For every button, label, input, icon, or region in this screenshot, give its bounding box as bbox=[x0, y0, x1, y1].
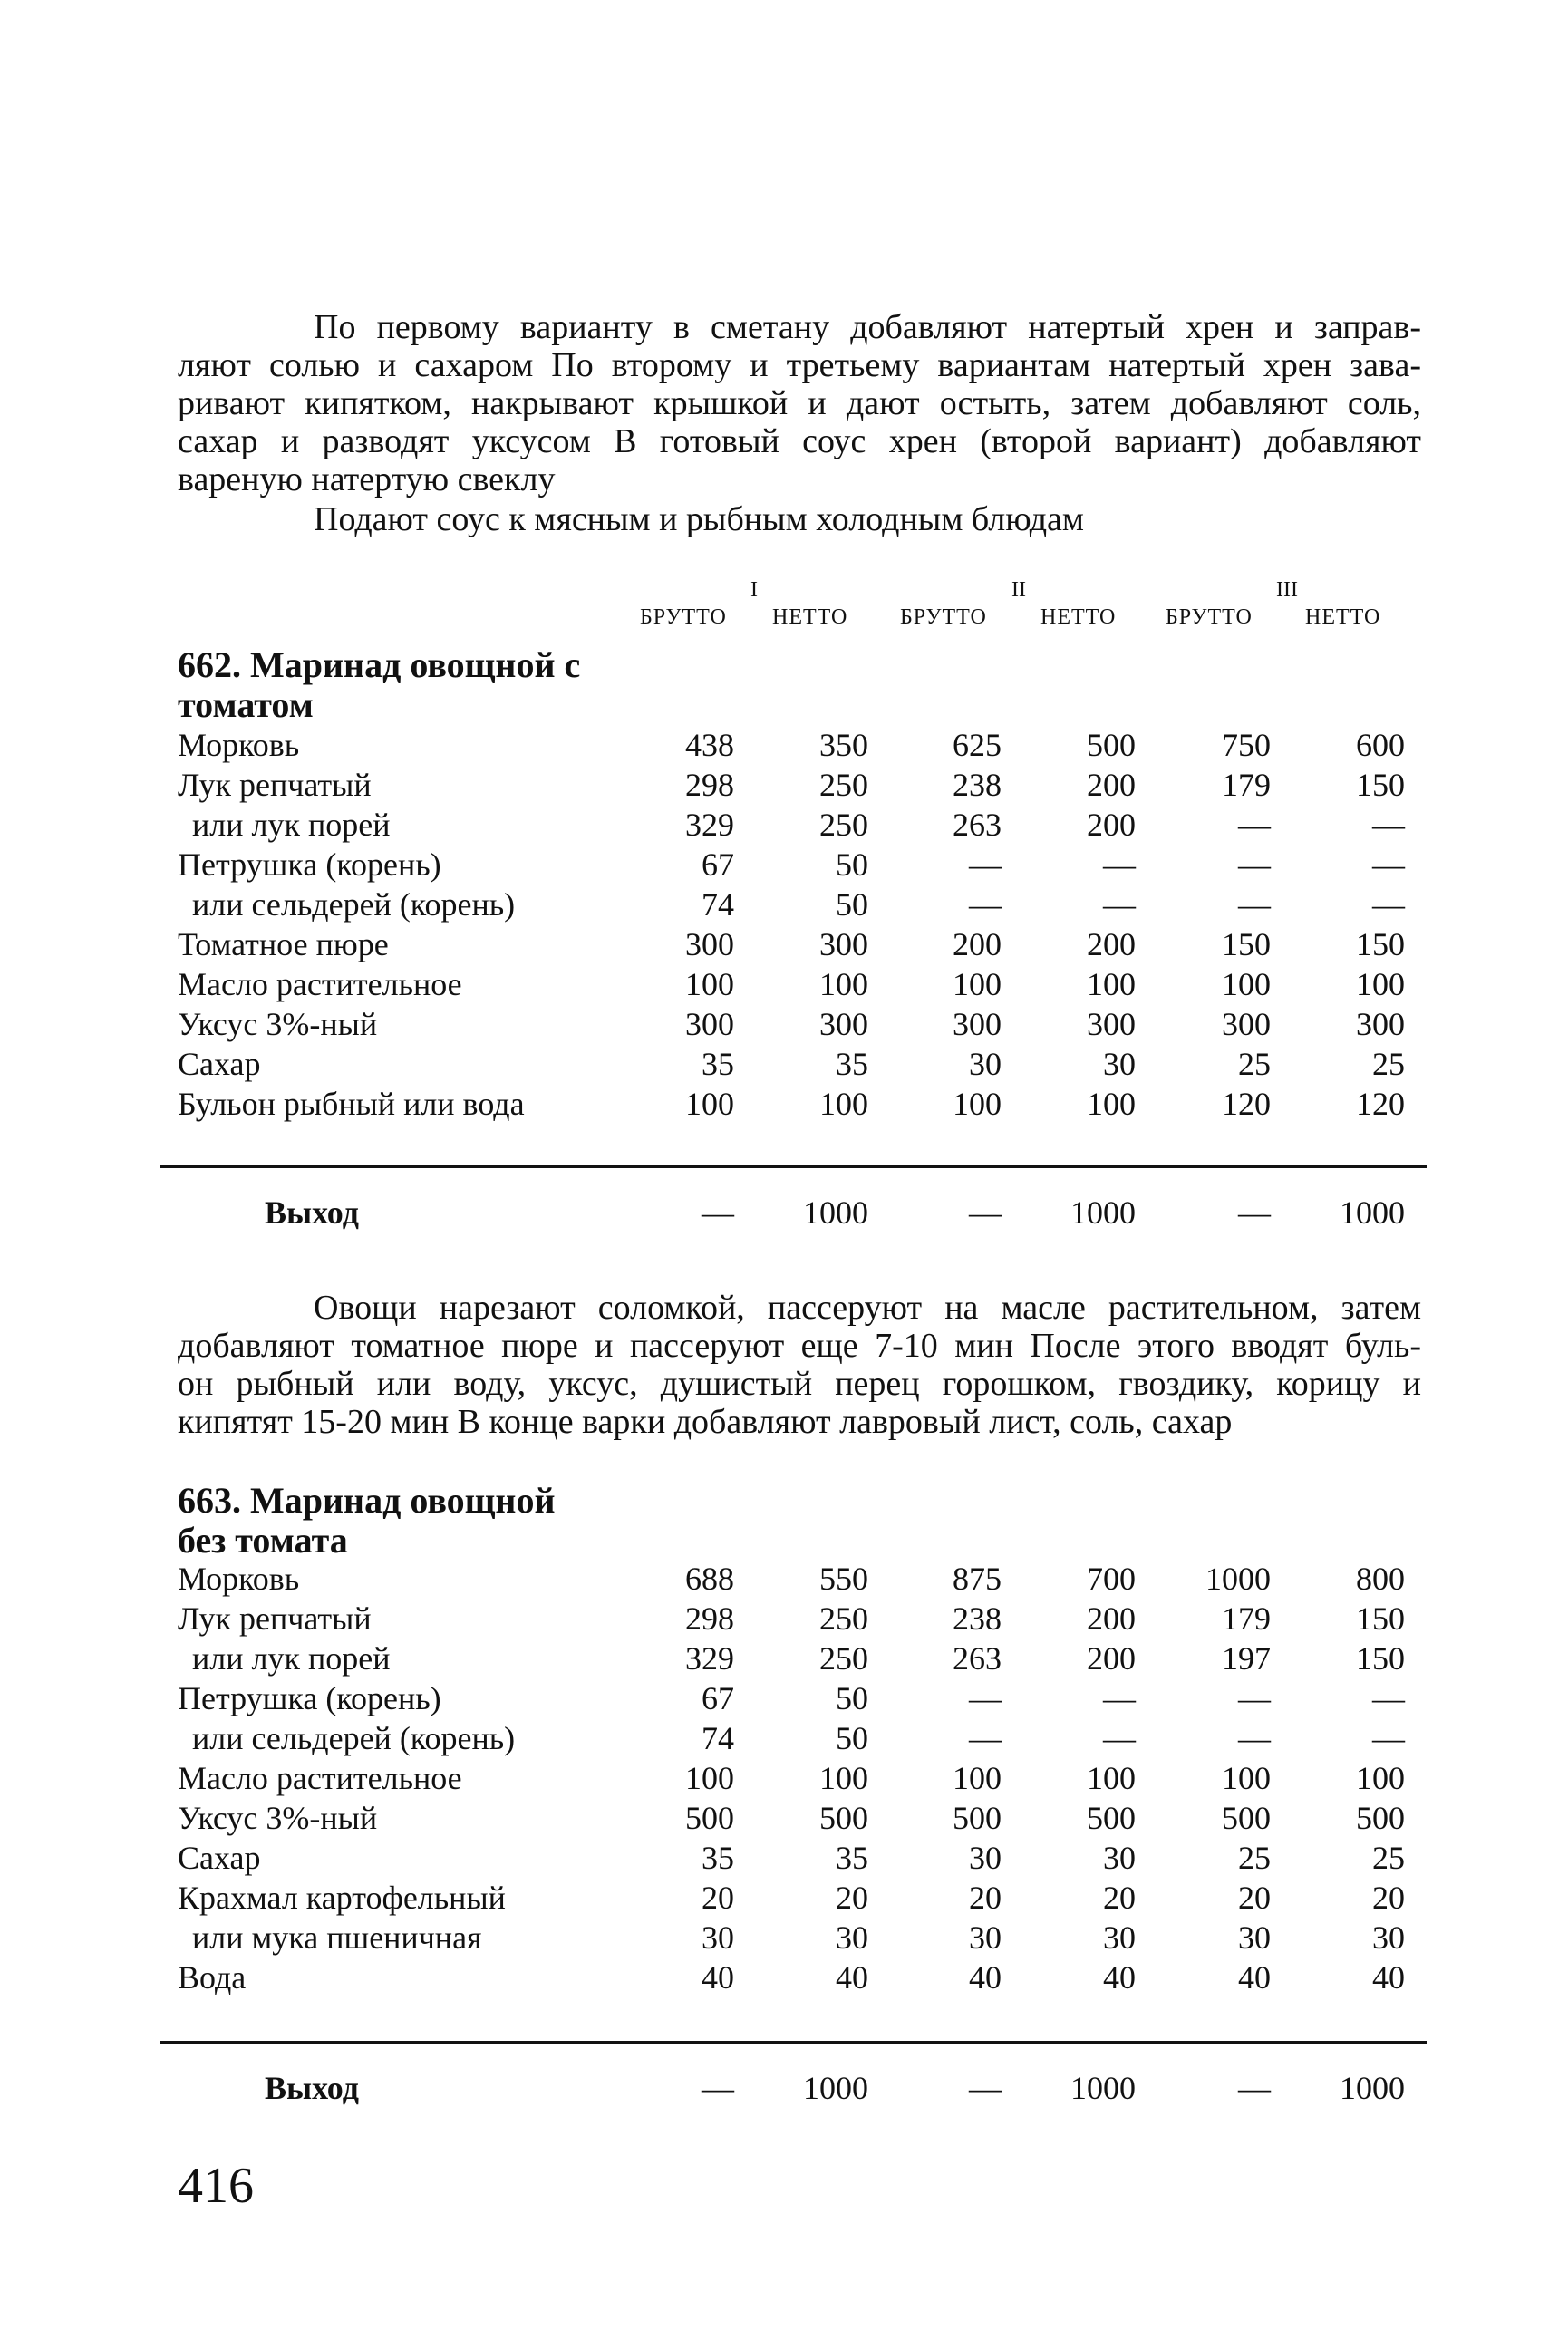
ingredient-value: 438 bbox=[685, 727, 734, 763]
ingredient-value: 1000 bbox=[1205, 1561, 1271, 1597]
ingredient-value: — bbox=[1103, 846, 1136, 883]
ingredient-value: 25 bbox=[1372, 1840, 1405, 1876]
ingredient-value: 30 bbox=[1103, 1046, 1136, 1082]
ingredient-name: или сельдерей (корень) bbox=[192, 1720, 516, 1756]
ingredient-value: 100 bbox=[1356, 1760, 1405, 1796]
recipe-663-title-line-1: 663. Маринад овощной bbox=[178, 1480, 556, 1521]
ingredient-value: 550 bbox=[819, 1561, 868, 1597]
ingredient-value: — bbox=[1372, 1680, 1405, 1716]
ingredient-value: 40 bbox=[1103, 1959, 1136, 1996]
ingredient-name: или лук порей bbox=[192, 1640, 391, 1677]
ingredient-row bbox=[0, 924, 1568, 964]
recipe-662-yield-row bbox=[0, 1193, 1568, 1233]
ingredient-value: 150 bbox=[1356, 1600, 1405, 1637]
ingredient-value: — bbox=[969, 1720, 1002, 1756]
ingredient-value: — bbox=[1238, 886, 1271, 923]
yield-value: — bbox=[969, 2070, 1002, 2106]
ingredient-value: 20 bbox=[1372, 1880, 1405, 1916]
ingredient-name: Петрушка (корень) bbox=[178, 846, 441, 883]
yield-value: 1000 bbox=[803, 1194, 868, 1231]
recipe-662-method-line-4: кипятят 15-20 мин В конце варки добавляют лавровый лист, соль, сахар bbox=[178, 1403, 1233, 1441]
ingredient-value: 100 bbox=[685, 966, 734, 1002]
ingredient-value: — bbox=[1372, 886, 1405, 923]
ingredient-value: 20 bbox=[969, 1880, 1002, 1916]
ingredient-value: 200 bbox=[1087, 1640, 1136, 1677]
ingredient-row bbox=[0, 964, 1568, 1004]
ingredient-value: 20 bbox=[1103, 1880, 1136, 1916]
ingredient-name: или мука пшеничная bbox=[192, 1919, 482, 1956]
ingredient-row bbox=[0, 805, 1568, 845]
intro-line-5: вареную натертую свеклу bbox=[178, 460, 556, 498]
ingredient-row bbox=[0, 1958, 1568, 1997]
ingredient-value: 300 bbox=[1222, 1006, 1271, 1042]
ingredient-value: — bbox=[1238, 1680, 1271, 1716]
ingredient-value: 100 bbox=[1356, 966, 1405, 1002]
ingredient-value: 50 bbox=[836, 846, 868, 883]
col-label-netto-2: НЕТТО bbox=[1040, 605, 1117, 629]
intro-line-2: ляют солью и сахаром По второму и третьему вариантам натертый хрен зава- bbox=[178, 346, 1421, 384]
ingredient-value: 200 bbox=[1087, 807, 1136, 843]
yield-value: 1000 bbox=[1340, 2070, 1405, 2106]
recipe-662-yield-label: Выход bbox=[265, 1194, 359, 1231]
ingredient-name: Петрушка (корень) bbox=[178, 1680, 441, 1716]
variant-label-3: III bbox=[1276, 578, 1298, 602]
ingredient-value: 750 bbox=[1222, 727, 1271, 763]
ingredient-value: 300 bbox=[819, 1006, 868, 1042]
yield-value: 1000 bbox=[803, 2070, 868, 2106]
ingredient-value: 100 bbox=[1222, 966, 1271, 1002]
ingredient-value: 35 bbox=[702, 1046, 734, 1082]
ingredient-value: 300 bbox=[685, 1006, 734, 1042]
ingredient-name: Сахар bbox=[178, 1046, 261, 1082]
ingredient-name: Морковь bbox=[178, 1561, 300, 1597]
ingredient-value: — bbox=[1372, 846, 1405, 883]
ingredient-value: 625 bbox=[953, 727, 1002, 763]
ingredient-value: 25 bbox=[1238, 1840, 1271, 1876]
ingredient-value: 688 bbox=[685, 1561, 734, 1597]
ingredient-value: — bbox=[1372, 807, 1405, 843]
ingredient-value: — bbox=[969, 846, 1002, 883]
ingredient-value: 500 bbox=[685, 1800, 734, 1836]
ingredient-value: 67 bbox=[702, 1680, 734, 1716]
ingredient-value: 263 bbox=[953, 807, 1002, 843]
ingredient-name: Бульон рыбный или вода bbox=[178, 1086, 525, 1122]
ingredient-value: — bbox=[1103, 886, 1136, 923]
ingredient-value: 40 bbox=[1372, 1959, 1405, 1996]
ingredient-value: 74 bbox=[702, 886, 734, 923]
ingredient-value: 100 bbox=[1222, 1760, 1271, 1796]
ingredient-row bbox=[0, 1718, 1568, 1758]
ingredient-value: 40 bbox=[969, 1959, 1002, 1996]
recipe-662-title-line-2: томатом bbox=[178, 684, 314, 725]
ingredient-value: 500 bbox=[1087, 727, 1136, 763]
ingredient-name: Сахар bbox=[178, 1840, 261, 1876]
yield-value: 1000 bbox=[1340, 1194, 1405, 1231]
ingredient-value: — bbox=[1238, 846, 1271, 883]
ingredient-value: 298 bbox=[685, 767, 734, 803]
ingredient-value: 179 bbox=[1222, 1600, 1271, 1637]
intro-line-4: сахар и разводят уксусом В готовый соус хрен (второй вариант) добавляют bbox=[178, 422, 1421, 460]
ingredient-value: 50 bbox=[836, 886, 868, 923]
ingredient-value: 150 bbox=[1356, 1640, 1405, 1677]
ingredient-row bbox=[0, 1798, 1568, 1838]
page-number: 416 bbox=[178, 2158, 254, 2214]
ingredient-name: Крахмал картофельный bbox=[178, 1880, 506, 1916]
ingredient-value: 600 bbox=[1356, 727, 1405, 763]
ingredient-value: — bbox=[1238, 1720, 1271, 1756]
yield-value: — bbox=[1238, 2070, 1271, 2106]
ingredient-value: 500 bbox=[819, 1800, 868, 1836]
ingredient-value: 20 bbox=[1238, 1880, 1271, 1916]
ingredient-value: 150 bbox=[1356, 926, 1405, 962]
variant-label-2: II bbox=[1011, 578, 1026, 602]
recipe-662-method-line-1: Овощи нарезают соломкой, пассеруют на масле растительном, затем bbox=[314, 1289, 1421, 1327]
ingredient-row bbox=[0, 1918, 1568, 1958]
col-label-netto-3: НЕТТО bbox=[1305, 605, 1381, 629]
ingredient-value: 500 bbox=[1087, 1800, 1136, 1836]
ingredient-value: 30 bbox=[969, 1919, 1002, 1956]
ingredient-value: 500 bbox=[1356, 1800, 1405, 1836]
ingredient-name: Лук репчатый bbox=[178, 1600, 372, 1637]
ingredient-value: 30 bbox=[1238, 1919, 1271, 1956]
ingredient-value: 800 bbox=[1356, 1561, 1405, 1597]
ingredient-name: Морковь bbox=[178, 727, 300, 763]
ingredient-value: 100 bbox=[953, 966, 1002, 1002]
ingredient-value: — bbox=[1103, 1680, 1136, 1716]
ingredient-value: 100 bbox=[819, 1086, 868, 1122]
ingredient-value: 300 bbox=[819, 926, 868, 962]
ingredient-row bbox=[0, 1878, 1568, 1918]
ingredient-value: 35 bbox=[836, 1046, 868, 1082]
ingredient-name: Уксус 3%-ный bbox=[178, 1006, 378, 1042]
ingredient-value: 100 bbox=[953, 1086, 1002, 1122]
ingredient-value: 250 bbox=[819, 807, 868, 843]
ingredient-value: 40 bbox=[836, 1959, 868, 1996]
col-label-brutto-1: БРУТТО bbox=[640, 605, 727, 629]
recipe-663-yield-row bbox=[0, 2068, 1568, 2108]
ingredient-value: 100 bbox=[1087, 1086, 1136, 1122]
ingredient-value: 300 bbox=[1087, 1006, 1136, 1042]
yield-value: 1000 bbox=[1070, 1194, 1136, 1231]
ingredient-value: 179 bbox=[1222, 767, 1271, 803]
ingredient-row bbox=[0, 1599, 1568, 1639]
ingredient-value: 200 bbox=[1087, 1600, 1136, 1637]
ingredient-value: — bbox=[969, 1680, 1002, 1716]
ingredient-value: 100 bbox=[685, 1086, 734, 1122]
ingredient-value: 74 bbox=[702, 1720, 734, 1756]
ingredient-row bbox=[0, 1004, 1568, 1044]
ingredient-row bbox=[0, 1044, 1568, 1084]
ingredient-name: Лук репчатый bbox=[178, 767, 372, 803]
ingredient-value: 250 bbox=[819, 1640, 868, 1677]
ingredient-row bbox=[0, 885, 1568, 924]
ingredient-value: 40 bbox=[1238, 1959, 1271, 1996]
ingredient-value: 30 bbox=[1103, 1840, 1136, 1876]
intro-line-3: ривают кипятком, накрывают крышкой и дают остыть, затем добавляют соль, bbox=[178, 384, 1421, 422]
ingredient-value: 100 bbox=[1087, 966, 1136, 1002]
variant-label-1: I bbox=[750, 578, 758, 602]
ingredient-value: 197 bbox=[1222, 1640, 1271, 1677]
ingredient-value: — bbox=[969, 886, 1002, 923]
ingredient-value: 35 bbox=[702, 1840, 734, 1876]
ingredient-value: 150 bbox=[1222, 926, 1271, 962]
ingredient-value: 875 bbox=[953, 1561, 1002, 1597]
ingredient-value: 100 bbox=[819, 966, 868, 1002]
ingredient-value: 300 bbox=[1356, 1006, 1405, 1042]
ingredient-value: 200 bbox=[953, 926, 1002, 962]
col-label-brutto-3: БРУТТО bbox=[1166, 605, 1253, 629]
ingredient-value: 200 bbox=[1087, 926, 1136, 962]
ingredient-row bbox=[0, 845, 1568, 885]
yield-value: — bbox=[1238, 1194, 1271, 1231]
ingredient-value: 350 bbox=[819, 727, 868, 763]
ingredient-value: 298 bbox=[685, 1600, 734, 1637]
recipe-663-title-line-2: без томата bbox=[178, 1520, 348, 1561]
ingredient-row bbox=[0, 1639, 1568, 1678]
ingredient-value: 300 bbox=[685, 926, 734, 962]
ingredient-value: 100 bbox=[953, 1760, 1002, 1796]
recipe-662-title-line-1: 662. Маринад овощной с bbox=[178, 644, 581, 685]
ingredient-value: 25 bbox=[1238, 1046, 1271, 1082]
ingredient-name: или сельдерей (корень) bbox=[192, 886, 516, 923]
ingredient-value: 238 bbox=[953, 767, 1002, 803]
ingredient-name: Томатное пюре bbox=[178, 926, 389, 962]
ingredient-name: или лук порей bbox=[192, 807, 391, 843]
yield-value: — bbox=[969, 1194, 1002, 1231]
ingredient-value: 500 bbox=[953, 1800, 1002, 1836]
ingredient-value: 200 bbox=[1087, 767, 1136, 803]
recipe-663-divider bbox=[160, 2041, 1427, 2044]
ingredient-value: — bbox=[1238, 807, 1271, 843]
col-label-netto-1: НЕТТО bbox=[772, 605, 848, 629]
ingredient-value: 150 bbox=[1356, 767, 1405, 803]
intro-line-1: По первому варианту в сметану добавляют натертый хрен и заправ- bbox=[314, 308, 1421, 346]
recipe-662-method-line-3: он рыбный или воду, уксус, душистый перец горошком, гвоздику, корицу и bbox=[178, 1365, 1421, 1403]
ingredient-value: — bbox=[1103, 1720, 1136, 1756]
ingredient-value: 50 bbox=[836, 1680, 868, 1716]
ingredient-value: 30 bbox=[1372, 1919, 1405, 1956]
ingredient-row bbox=[0, 765, 1568, 805]
ingredient-value: 20 bbox=[702, 1880, 734, 1916]
ingredient-value: 20 bbox=[836, 1880, 868, 1916]
ingredient-value: 50 bbox=[836, 1720, 868, 1756]
ingredient-value: 40 bbox=[702, 1959, 734, 1996]
ingredient-value: 263 bbox=[953, 1640, 1002, 1677]
yield-value: — bbox=[702, 1194, 734, 1231]
ingredient-value: 100 bbox=[685, 1760, 734, 1796]
ingredient-value: 250 bbox=[819, 1600, 868, 1637]
ingredient-value: 329 bbox=[685, 1640, 734, 1677]
ingredient-row bbox=[0, 1084, 1568, 1124]
ingredient-value: 30 bbox=[969, 1046, 1002, 1082]
ingredient-row bbox=[0, 1678, 1568, 1718]
recipe-662-method-line-2: добавляют томатное пюре и пассеруют еще 7-10 мин После этого вводят буль- bbox=[178, 1327, 1421, 1365]
ingredient-name: Уксус 3%-ный bbox=[178, 1800, 378, 1836]
ingredient-value: 700 bbox=[1087, 1561, 1136, 1597]
ingredient-row bbox=[0, 1559, 1568, 1599]
ingredient-value: 67 bbox=[702, 846, 734, 883]
ingredient-row bbox=[0, 725, 1568, 765]
ingredient-value: 30 bbox=[702, 1919, 734, 1956]
ingredient-value: 30 bbox=[1103, 1919, 1136, 1956]
ingredient-value: 238 bbox=[953, 1600, 1002, 1637]
ingredient-value: 25 bbox=[1372, 1046, 1405, 1082]
recipe-662-divider bbox=[160, 1165, 1427, 1168]
yield-value: — bbox=[702, 2070, 734, 2106]
ingredient-value: 300 bbox=[953, 1006, 1002, 1042]
ingredient-value: 35 bbox=[836, 1840, 868, 1876]
ingredient-value: 500 bbox=[1222, 1800, 1271, 1836]
col-label-brutto-2: БРУТТО bbox=[900, 605, 987, 629]
ingredient-value: 120 bbox=[1356, 1086, 1405, 1122]
ingredient-value: 30 bbox=[969, 1840, 1002, 1876]
ingredient-value: 30 bbox=[836, 1919, 868, 1956]
ingredient-value: 250 bbox=[819, 767, 868, 803]
ingredient-row bbox=[0, 1838, 1568, 1878]
ingredient-name: Вода bbox=[178, 1959, 247, 1996]
intro-paragraph-2: Подают соус к мясным и рыбным холодным блюдам bbox=[314, 500, 1084, 538]
recipe-663-yield-label: Выход bbox=[265, 2070, 359, 2106]
ingredient-value: 100 bbox=[1087, 1760, 1136, 1796]
ingredient-row bbox=[0, 1758, 1568, 1798]
yield-value: 1000 bbox=[1070, 2070, 1136, 2106]
ingredient-value: — bbox=[1372, 1720, 1405, 1756]
ingredient-value: 120 bbox=[1222, 1086, 1271, 1122]
ingredient-name: Масло растительное bbox=[178, 1760, 462, 1796]
ingredient-value: 329 bbox=[685, 807, 734, 843]
ingredient-name: Масло растительное bbox=[178, 966, 462, 1002]
ingredient-value: 100 bbox=[819, 1760, 868, 1796]
